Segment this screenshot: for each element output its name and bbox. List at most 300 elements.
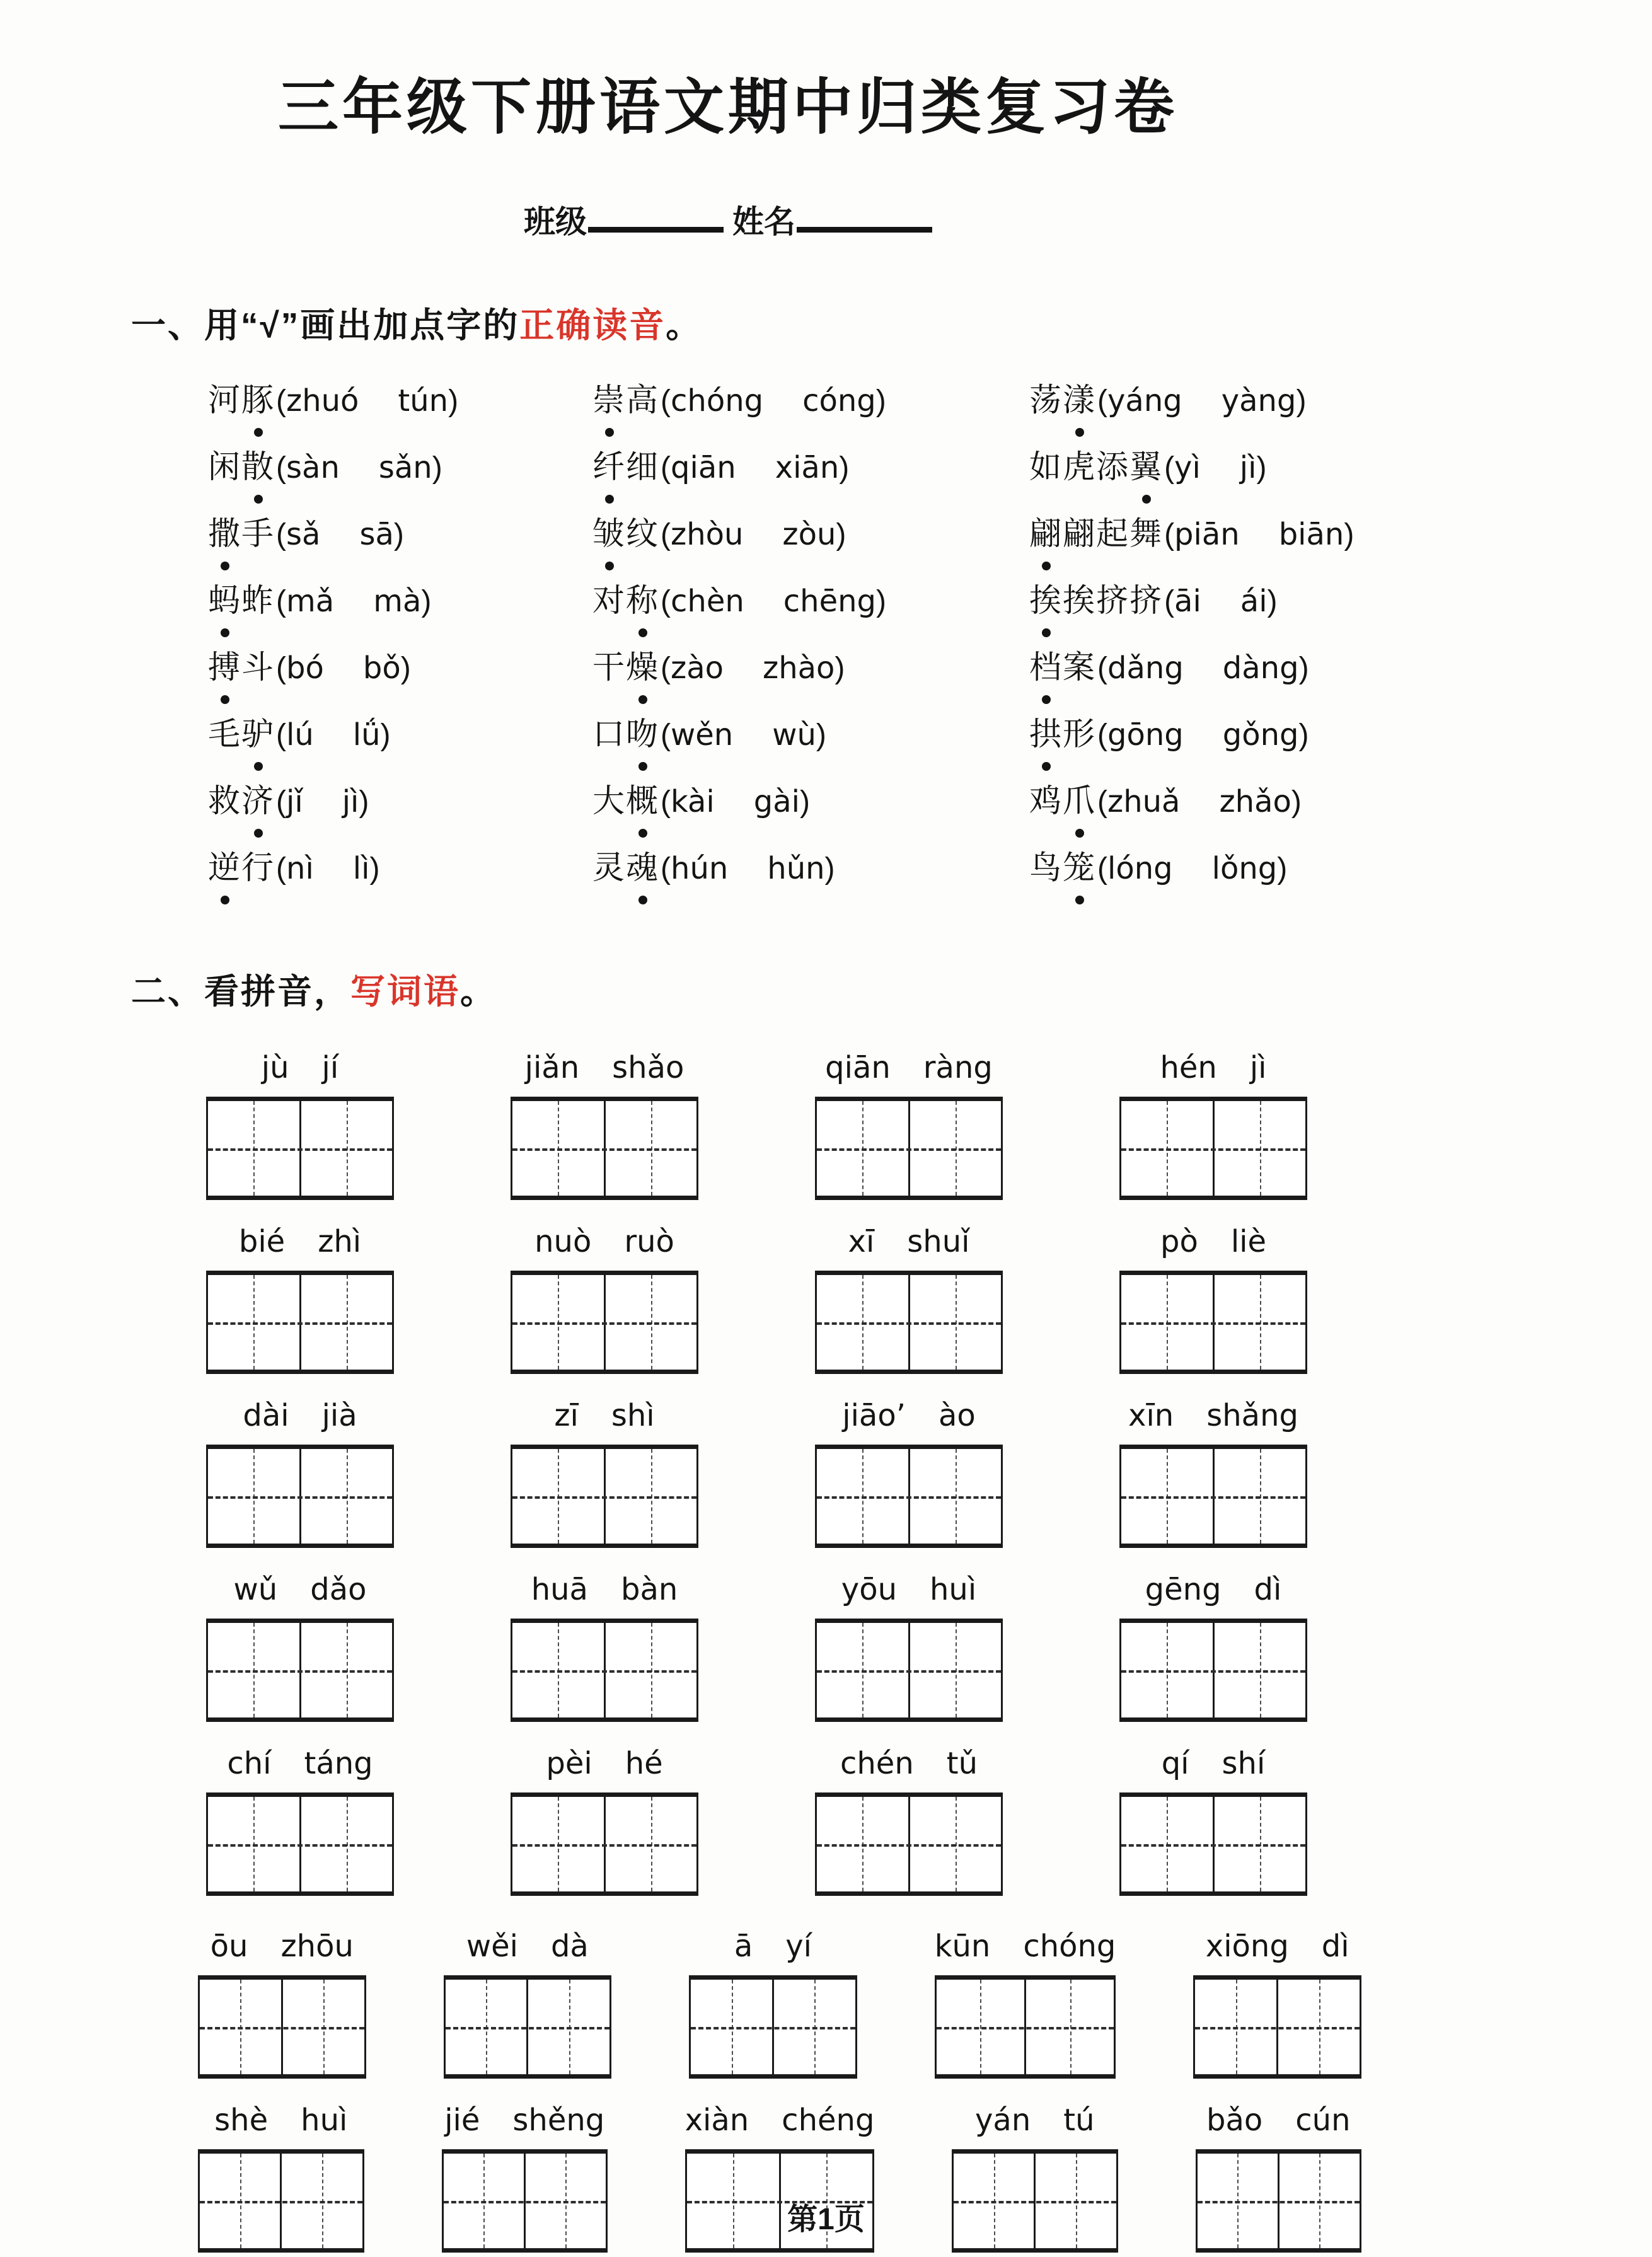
word-characters bbox=[1029, 708, 1096, 754]
pinyin-options bbox=[661, 650, 845, 686]
writing-box[interactable] bbox=[206, 1619, 394, 1722]
pinyin-label bbox=[1119, 1394, 1307, 1433]
open-paren: ( bbox=[1097, 651, 1108, 685]
pinyin-syllable: hé bbox=[625, 1745, 663, 1781]
cell-guide-horizontal bbox=[1121, 1496, 1305, 1499]
emphasis-dot bbox=[254, 495, 263, 504]
cell-guide-horizontal bbox=[817, 1496, 1001, 1499]
emphasis-dot bbox=[638, 896, 647, 904]
word-entry bbox=[1029, 574, 1361, 621]
pinyin-syllable: tú bbox=[1063, 2102, 1095, 2138]
pinyin-label bbox=[689, 1925, 857, 1964]
pinyin-option-1: zhòu bbox=[671, 516, 744, 552]
pinyin-options bbox=[1097, 650, 1309, 686]
pinyin-options bbox=[661, 383, 886, 418]
pinyin-syllable: wěi bbox=[466, 1928, 518, 1964]
pinyin-syllable: ōu bbox=[210, 1928, 248, 1964]
word-row bbox=[208, 374, 1361, 441]
section2-heading-end: 。 bbox=[460, 971, 497, 1011]
emphasis-dot bbox=[254, 829, 263, 838]
writing-box[interactable] bbox=[1119, 1619, 1307, 1722]
pinyin-syllable: huì bbox=[301, 2102, 348, 2138]
pinyin-option-1: lóng bbox=[1107, 850, 1173, 886]
pinyin-option-2: yàng bbox=[1221, 383, 1297, 418]
pinyin-option-1: wěn bbox=[671, 717, 734, 753]
pinyin-label bbox=[198, 1925, 366, 1964]
open-paren: ( bbox=[661, 718, 671, 752]
pinyin-option-2: bǒ bbox=[362, 650, 401, 686]
pinyin-option-1: lú bbox=[286, 717, 314, 753]
pinyin-option-1: chóng bbox=[671, 383, 764, 418]
cell-guide-horizontal bbox=[691, 2027, 855, 2029]
writing-box[interactable] bbox=[511, 1445, 698, 1548]
word-characters bbox=[1029, 441, 1163, 487]
write-word-row bbox=[206, 1394, 1361, 1548]
pinyin-label bbox=[935, 1925, 1116, 1964]
pinyin-syllable: jù bbox=[261, 1049, 289, 1085]
cell-guide-horizontal bbox=[208, 1322, 392, 1325]
emphasis-dot bbox=[605, 428, 614, 437]
pinyin-option-2: lì bbox=[352, 850, 370, 886]
cell-guide-horizontal bbox=[512, 1496, 696, 1499]
pinyin-label bbox=[1119, 1220, 1307, 1259]
pinyin-syllable: shǎo bbox=[612, 1049, 684, 1085]
pinyin-syllable: dà bbox=[550, 1928, 589, 1964]
section1-number: 一、 bbox=[131, 305, 205, 345]
writing-box[interactable] bbox=[815, 1097, 1003, 1200]
write-words-grid bbox=[95, 1046, 1361, 2253]
writing-box[interactable] bbox=[815, 1271, 1003, 1374]
pinyin-syllable: jiāo’ bbox=[842, 1397, 906, 1433]
pinyin-syllable: jié bbox=[444, 2102, 480, 2138]
writing-box[interactable] bbox=[511, 1792, 698, 1896]
cell-guide-horizontal bbox=[200, 2027, 364, 2029]
pinyin-option-1: bó bbox=[286, 650, 324, 686]
write-word-item bbox=[206, 1394, 394, 1548]
close-paren: ) bbox=[448, 384, 459, 418]
word-character: 皱 bbox=[592, 507, 626, 554]
close-paren: ) bbox=[816, 718, 826, 752]
open-paren: ( bbox=[276, 785, 287, 819]
pinyin-options bbox=[661, 784, 810, 819]
pinyin-options bbox=[276, 517, 404, 552]
word-characters bbox=[592, 775, 659, 821]
pinyin-label bbox=[815, 1568, 1003, 1607]
writing-box[interactable] bbox=[444, 1975, 612, 2079]
writing-box[interactable] bbox=[206, 1445, 394, 1548]
write-word-item bbox=[1119, 1568, 1307, 1722]
close-paren: ) bbox=[1298, 651, 1309, 685]
pinyin-label bbox=[685, 2099, 874, 2138]
pinyin-option-1: nì bbox=[286, 850, 314, 886]
pinyin-syllable: pèi bbox=[546, 1745, 592, 1781]
word-character: 行 bbox=[241, 849, 275, 886]
cell-guide-horizontal bbox=[817, 1322, 1001, 1325]
word-character: 舞 bbox=[1129, 515, 1164, 551]
pinyin-label bbox=[444, 1925, 612, 1964]
pinyin-option-1: āi bbox=[1174, 583, 1201, 619]
pinyin-syllable: shěng bbox=[512, 2102, 605, 2138]
close-paren: ) bbox=[369, 851, 380, 886]
pinyin-syllable: hén bbox=[1160, 1049, 1217, 1085]
write-word-item bbox=[815, 1742, 1003, 1896]
cell-guide-horizontal bbox=[512, 1148, 696, 1151]
pinyin-option-1: zhuó bbox=[286, 383, 359, 418]
word-characters bbox=[592, 641, 659, 688]
word-character: 口 bbox=[592, 715, 627, 752]
section1-heading-text: 用“√”画出加点字的 bbox=[204, 305, 520, 345]
pinyin-options bbox=[661, 851, 835, 886]
word-characters bbox=[1029, 574, 1163, 621]
word-character: 搏 bbox=[208, 641, 241, 688]
word-character: 翼 bbox=[1129, 441, 1163, 487]
writing-box[interactable] bbox=[815, 1445, 1003, 1548]
pinyin-options bbox=[1097, 851, 1287, 886]
word-characters bbox=[1029, 841, 1096, 888]
word-character: 起 bbox=[1096, 515, 1130, 551]
pinyin-option-1: zào bbox=[671, 650, 724, 686]
pinyin-option-1: hún bbox=[671, 850, 729, 886]
word-entry bbox=[592, 507, 1029, 554]
pinyin-option-1: sàn bbox=[286, 449, 340, 485]
pinyin-syllable: tǔ bbox=[946, 1745, 978, 1781]
word-character: 如 bbox=[1029, 448, 1063, 485]
emphasis-dot bbox=[605, 562, 614, 570]
word-character: 干 bbox=[592, 649, 627, 685]
pinyin-syllable: bǎo bbox=[1206, 2102, 1263, 2138]
word-character: 笼 bbox=[1063, 841, 1096, 888]
word-character: 挤 bbox=[1129, 582, 1164, 618]
pinyin-options bbox=[276, 450, 442, 485]
pinyin-label bbox=[206, 1394, 394, 1433]
class-blank[interactable] bbox=[588, 197, 724, 233]
writing-box[interactable] bbox=[511, 1271, 698, 1374]
pinyin-label bbox=[511, 1742, 698, 1781]
writing-box[interactable] bbox=[198, 1975, 366, 2079]
open-paren: ( bbox=[661, 584, 671, 618]
section2-heading-highlight: 写词语 bbox=[350, 971, 461, 1011]
worksheet-content bbox=[95, 0, 1361, 2253]
writing-box[interactable] bbox=[1119, 1445, 1307, 1548]
write-word-item bbox=[511, 1220, 698, 1374]
open-paren: ( bbox=[1164, 517, 1175, 551]
close-paren: ) bbox=[824, 851, 835, 886]
word-row bbox=[208, 775, 1361, 841]
word-entry bbox=[592, 708, 1029, 754]
cell-guide-horizontal bbox=[1121, 1844, 1305, 1847]
pinyin-syllable: zī bbox=[554, 1397, 579, 1433]
emphasis-dot bbox=[221, 562, 229, 570]
word-entry bbox=[1029, 841, 1361, 888]
word-characters bbox=[208, 708, 275, 754]
name-blank[interactable] bbox=[797, 197, 932, 233]
pinyin-options bbox=[276, 383, 458, 418]
word-characters bbox=[1029, 641, 1096, 688]
pinyin-choice-grid bbox=[208, 374, 1361, 908]
word-entry bbox=[592, 441, 1029, 487]
word-entry bbox=[208, 641, 592, 688]
pinyin-syllable: chí bbox=[227, 1745, 272, 1781]
pinyin-syllable: gēng bbox=[1145, 1571, 1222, 1607]
pinyin-option-2: cóng bbox=[802, 383, 876, 418]
emphasis-dot bbox=[638, 829, 647, 838]
word-character: 挨 bbox=[1063, 582, 1097, 618]
pinyin-options bbox=[1164, 584, 1277, 619]
pinyin-syllable: shì bbox=[611, 1397, 655, 1433]
pinyin-syllable: xiàn bbox=[684, 2102, 749, 2138]
pinyin-syllable: zhōu bbox=[280, 1928, 354, 1964]
word-entry bbox=[208, 841, 592, 888]
word-character: 河 bbox=[208, 381, 242, 418]
emphasis-dot bbox=[1142, 495, 1151, 504]
pinyin-label bbox=[442, 2099, 608, 2138]
word-character: 案 bbox=[1063, 649, 1097, 685]
pinyin-option-2: lǘ bbox=[352, 717, 381, 753]
write-word-item bbox=[206, 1220, 394, 1374]
word-row bbox=[208, 507, 1361, 574]
cell-guide-horizontal bbox=[817, 1844, 1001, 1847]
emphasis-dot bbox=[1042, 762, 1051, 771]
open-paren: ( bbox=[661, 785, 671, 819]
pinyin-option-2: zhǎo bbox=[1219, 783, 1291, 819]
word-character: 吻 bbox=[626, 708, 659, 754]
word-character: 纤 bbox=[592, 441, 626, 487]
word-character: 翩 bbox=[1029, 507, 1063, 554]
write-word-item bbox=[1119, 1742, 1307, 1896]
pinyin-options bbox=[661, 450, 849, 485]
word-entry bbox=[1029, 507, 1361, 554]
word-character: 荡 bbox=[1029, 381, 1063, 418]
emphasis-dot bbox=[1075, 428, 1084, 437]
cell-guide-horizontal bbox=[1121, 1148, 1305, 1151]
writing-box[interactable] bbox=[1193, 1975, 1361, 2079]
word-character: 高 bbox=[626, 381, 660, 418]
cell-guide-horizontal bbox=[1121, 1670, 1305, 1673]
write-word-item bbox=[206, 1568, 394, 1722]
pinyin-syllable: cún bbox=[1295, 2102, 1351, 2138]
pinyin-syllable: bié bbox=[238, 1223, 286, 1259]
pinyin-option-1: gōng bbox=[1107, 717, 1184, 753]
word-character: 对 bbox=[592, 582, 627, 618]
writing-box[interactable] bbox=[689, 1975, 857, 2079]
pinyin-syllable: chóng bbox=[1023, 1928, 1116, 1964]
word-character: 挤 bbox=[1096, 582, 1130, 618]
word-characters bbox=[592, 841, 659, 888]
pinyin-options bbox=[1164, 450, 1266, 485]
writing-box[interactable] bbox=[1119, 1097, 1307, 1200]
pinyin-option-2: ái bbox=[1240, 583, 1268, 619]
close-paren: ) bbox=[1296, 384, 1307, 418]
pinyin-option-2: xiān bbox=[775, 449, 840, 485]
close-paren: ) bbox=[380, 718, 391, 752]
writing-box[interactable] bbox=[815, 1619, 1003, 1722]
word-entry bbox=[1029, 708, 1361, 754]
pinyin-syllable: jià bbox=[321, 1397, 357, 1433]
word-entry bbox=[1029, 374, 1361, 420]
word-character: 崇 bbox=[592, 374, 626, 420]
pinyin-option-2: sǎn bbox=[378, 449, 432, 485]
word-character: 手 bbox=[241, 515, 275, 551]
writing-box[interactable] bbox=[206, 1271, 394, 1374]
cell-guide-horizontal bbox=[1121, 1322, 1305, 1325]
pinyin-options bbox=[276, 784, 369, 819]
writing-box[interactable] bbox=[1119, 1792, 1307, 1896]
emphasis-dot bbox=[605, 495, 614, 504]
emphasis-dot bbox=[254, 428, 263, 437]
word-row bbox=[208, 641, 1361, 708]
word-characters bbox=[592, 574, 659, 621]
pinyin-label bbox=[511, 1046, 698, 1085]
pinyin-option-1: zhuǎ bbox=[1107, 783, 1181, 819]
pinyin-option-1: kài bbox=[671, 783, 715, 819]
pinyin-syllable: shuǐ bbox=[907, 1223, 970, 1259]
class-label: 班级 bbox=[524, 204, 587, 240]
section2-number: 二、 bbox=[131, 971, 205, 1011]
close-paren: ) bbox=[359, 785, 369, 819]
word-characters bbox=[208, 374, 275, 420]
section2-heading bbox=[131, 964, 1361, 1013]
write-word-row bbox=[206, 1220, 1361, 1374]
word-character: 称 bbox=[626, 574, 659, 621]
open-paren: ( bbox=[276, 718, 287, 752]
pinyin-options bbox=[661, 717, 826, 753]
pinyin-label bbox=[198, 2099, 364, 2138]
word-entry bbox=[592, 841, 1029, 888]
open-paren: ( bbox=[276, 651, 287, 685]
word-entry bbox=[592, 374, 1029, 420]
pinyin-syllable: nuò bbox=[534, 1223, 592, 1259]
open-paren: ( bbox=[1164, 451, 1175, 485]
close-paren: ) bbox=[799, 785, 810, 819]
word-entry bbox=[208, 574, 592, 621]
writing-box[interactable] bbox=[511, 1619, 698, 1722]
pinyin-option-1: yì bbox=[1174, 449, 1201, 485]
write-word-item bbox=[206, 1742, 394, 1896]
word-character: 逆 bbox=[208, 841, 241, 888]
word-row bbox=[208, 841, 1361, 908]
word-character: 细 bbox=[626, 448, 660, 485]
pinyin-label bbox=[206, 1568, 394, 1607]
open-paren: ( bbox=[661, 451, 671, 485]
word-character: 蚂 bbox=[208, 574, 241, 621]
open-paren: ( bbox=[276, 384, 287, 418]
pinyin-syllable: ā bbox=[734, 1928, 753, 1964]
pinyin-option-2: gài bbox=[753, 783, 800, 819]
word-entry bbox=[208, 708, 592, 754]
writing-box[interactable] bbox=[511, 1097, 698, 1200]
pinyin-syllable: wǔ bbox=[233, 1571, 278, 1607]
pinyin-option-2: jì bbox=[342, 783, 359, 819]
word-characters bbox=[592, 441, 659, 487]
word-character: 毛 bbox=[208, 715, 242, 752]
student-info-line bbox=[95, 197, 1361, 242]
word-character: 蚱 bbox=[241, 582, 275, 618]
open-paren: ( bbox=[276, 851, 287, 886]
write-word-item bbox=[511, 1046, 698, 1200]
pinyin-syllable: ào bbox=[938, 1397, 976, 1433]
pinyin-option-1: mǎ bbox=[286, 583, 335, 619]
word-entry bbox=[1029, 641, 1361, 688]
word-character: 概 bbox=[626, 775, 659, 821]
writing-box[interactable] bbox=[206, 1097, 394, 1200]
section1-heading bbox=[131, 297, 1361, 347]
pinyin-syllable: dì bbox=[1321, 1928, 1349, 1964]
pinyin-option-1: sǎ bbox=[286, 516, 321, 552]
pinyin-label bbox=[815, 1220, 1003, 1259]
word-entry bbox=[592, 574, 1029, 621]
pinyin-label bbox=[1193, 1925, 1361, 1964]
section1-heading-end: 。 bbox=[666, 305, 703, 345]
emphasis-dot bbox=[254, 762, 263, 771]
cell-guide-horizontal bbox=[512, 1322, 696, 1325]
word-characters bbox=[1029, 507, 1163, 554]
word-character: 驴 bbox=[241, 708, 275, 754]
pinyin-option-2: zòu bbox=[782, 516, 836, 552]
word-character: 虎 bbox=[1063, 448, 1097, 485]
writing-box[interactable] bbox=[815, 1792, 1003, 1896]
pinyin-label bbox=[206, 1046, 394, 1085]
word-character: 鸡 bbox=[1029, 782, 1063, 819]
pinyin-label bbox=[1119, 1046, 1307, 1085]
cell-guide-horizontal bbox=[1195, 2027, 1360, 2029]
pinyin-option-1: piān bbox=[1174, 516, 1240, 552]
word-characters bbox=[208, 441, 275, 487]
close-paren: ) bbox=[836, 517, 846, 551]
write-word-item bbox=[689, 1925, 857, 2079]
pinyin-syllable: ràng bbox=[923, 1049, 993, 1085]
write-word-item bbox=[815, 1046, 1003, 1200]
pinyin-option-1: dǎng bbox=[1107, 650, 1184, 686]
word-characters bbox=[1029, 775, 1096, 821]
pinyin-syllable: huā bbox=[531, 1571, 588, 1607]
cell-guide-horizontal bbox=[937, 2027, 1114, 2029]
word-entry bbox=[1029, 441, 1361, 487]
word-characters bbox=[592, 374, 659, 420]
writing-box[interactable] bbox=[1119, 1271, 1307, 1374]
close-paren: ) bbox=[875, 384, 886, 418]
emphasis-dot bbox=[1042, 562, 1051, 570]
write-word-row bbox=[206, 1046, 1361, 1200]
close-paren: ) bbox=[876, 584, 886, 618]
word-character: 撒 bbox=[208, 507, 241, 554]
pinyin-syllable: huì bbox=[930, 1571, 977, 1607]
writing-box[interactable] bbox=[206, 1792, 394, 1896]
pinyin-syllable: shǎng bbox=[1206, 1397, 1298, 1433]
pinyin-syllable: zhì bbox=[318, 1223, 362, 1259]
cell-guide-horizontal bbox=[817, 1670, 1001, 1673]
pinyin-option-2: gǒng bbox=[1222, 717, 1299, 753]
open-paren: ( bbox=[1164, 584, 1175, 618]
emphasis-dot bbox=[1075, 896, 1084, 904]
pinyin-syllable: jí bbox=[321, 1049, 339, 1085]
pinyin-syllable: jì bbox=[1249, 1049, 1267, 1085]
cell-guide-horizontal bbox=[446, 2027, 610, 2029]
word-character: 燥 bbox=[626, 641, 659, 688]
open-paren: ( bbox=[276, 584, 287, 618]
write-word-item bbox=[815, 1394, 1003, 1548]
emphasis-dot bbox=[221, 695, 229, 704]
pinyin-syllable: chéng bbox=[782, 2102, 875, 2138]
open-paren: ( bbox=[1097, 851, 1108, 886]
pinyin-option-2: chēng bbox=[783, 583, 877, 619]
writing-box[interactable] bbox=[935, 1975, 1116, 2079]
pinyin-options bbox=[276, 851, 379, 886]
write-word-row bbox=[206, 1568, 1361, 1722]
close-paren: ) bbox=[1277, 851, 1288, 886]
write-word-item bbox=[1119, 1394, 1307, 1548]
cell-guide-horizontal bbox=[817, 1148, 1001, 1151]
write-word-item bbox=[511, 1742, 698, 1896]
